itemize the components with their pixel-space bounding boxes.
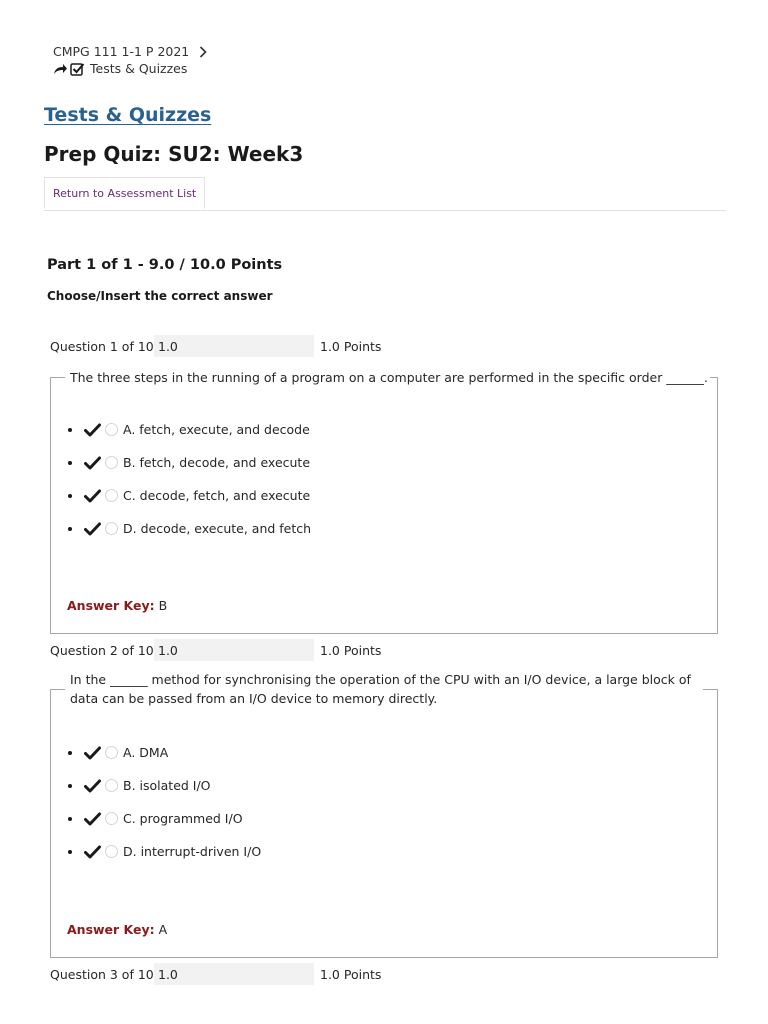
score-input[interactable] xyxy=(154,963,314,985)
points-label: 1.0 Points xyxy=(320,966,382,982)
checkmark-icon xyxy=(84,746,101,760)
answer-option[interactable] xyxy=(65,835,261,868)
answer-radio[interactable] xyxy=(105,779,118,792)
question-header xyxy=(50,639,381,661)
answer-key xyxy=(67,598,167,613)
answer-list xyxy=(65,413,311,545)
answer-text: D. interrupt-driven I/O xyxy=(123,844,262,859)
answer-option[interactable] xyxy=(65,769,261,802)
score-input[interactable] xyxy=(154,639,314,661)
page-title: Prep Quiz: SU2: Week3 xyxy=(44,142,304,166)
bullet xyxy=(68,850,72,854)
checkmark-icon xyxy=(84,779,101,793)
question-text: The three steps in the running of a program on a computer are performed in the specific order ______. xyxy=(70,370,708,385)
question-header xyxy=(50,335,381,357)
question-box xyxy=(50,370,718,634)
answer-radio[interactable] xyxy=(105,522,118,535)
answer-option[interactable] xyxy=(65,413,311,446)
answer-text: B. isolated I/O xyxy=(123,778,211,793)
answer-radio[interactable] xyxy=(105,845,118,858)
score-input[interactable] xyxy=(154,335,314,357)
breadcrumb-site-link[interactable]: CMPG 111 1-1 P 2021 xyxy=(53,44,190,59)
bullet xyxy=(68,494,72,498)
answer-option[interactable] xyxy=(65,736,261,769)
answer-key-value: A xyxy=(158,922,168,937)
share-arrow-icon xyxy=(53,63,68,75)
part-title: Part 1 of 1 - 9.0 / 10.0 Points xyxy=(47,257,283,273)
answer-key-label: Answer Key: xyxy=(67,922,155,937)
return-to-assessment-list-tab[interactable]: Return to Assessment List xyxy=(44,177,205,209)
answer-key xyxy=(67,922,167,937)
answer-option[interactable] xyxy=(65,512,311,545)
breadcrumb-tool-link[interactable]: Tests & Quizzes xyxy=(90,61,188,76)
checkmark-icon xyxy=(84,489,101,503)
answer-radio[interactable] xyxy=(105,456,118,469)
checkmark-icon xyxy=(84,423,101,437)
answer-text: A. DMA xyxy=(123,745,169,760)
answer-text: C. decode, fetch, and execute xyxy=(123,488,311,503)
answer-radio[interactable] xyxy=(105,746,118,759)
answer-key-label: Answer Key: xyxy=(67,598,155,613)
question-header xyxy=(50,963,381,985)
bullet xyxy=(68,751,72,755)
part-instructions: Choose/Insert the correct answer xyxy=(47,289,273,303)
answer-option[interactable] xyxy=(65,802,261,835)
answer-text: C. programmed I/O xyxy=(123,811,243,826)
question-box xyxy=(50,672,718,958)
checkmark-icon xyxy=(84,456,101,470)
answer-text: D. decode, execute, and fetch xyxy=(123,521,312,536)
answer-radio[interactable] xyxy=(105,489,118,502)
question-label: Question 1 of 10 xyxy=(50,338,154,354)
points-label: 1.0 Points xyxy=(320,338,382,354)
question-text: In the ______ method for synchronising the operation of the CPU with an I/O device, a large block of data can be passed from an I/O device to memory directly. xyxy=(70,670,702,708)
checkmark-icon xyxy=(84,522,101,536)
bullet xyxy=(68,428,72,432)
answer-key-value: B xyxy=(158,598,168,613)
answer-text: A. fetch, execute, and decode xyxy=(123,422,310,437)
tool-title-link[interactable]: Tests & Quizzes xyxy=(44,104,212,126)
checkbox-checked-icon xyxy=(70,62,85,76)
answer-text: B. fetch, decode, and execute xyxy=(123,455,311,470)
breadcrumb xyxy=(53,44,207,77)
points-label: 1.0 Points xyxy=(320,642,382,658)
answer-radio[interactable] xyxy=(105,423,118,436)
bullet xyxy=(68,784,72,788)
bullet xyxy=(68,461,72,465)
checkmark-icon xyxy=(84,812,101,826)
bullet xyxy=(68,527,72,531)
nav-tabs xyxy=(44,177,726,211)
question-label: Question 3 of 10 xyxy=(50,966,154,982)
question-label: Question 2 of 10 xyxy=(50,642,154,658)
checkmark-icon xyxy=(84,845,101,859)
answer-option[interactable] xyxy=(65,446,311,479)
answer-option[interactable] xyxy=(65,479,311,512)
bullet xyxy=(68,817,72,821)
answer-list xyxy=(65,736,261,868)
answer-radio[interactable] xyxy=(105,812,118,825)
chevron-right-icon xyxy=(199,46,207,58)
